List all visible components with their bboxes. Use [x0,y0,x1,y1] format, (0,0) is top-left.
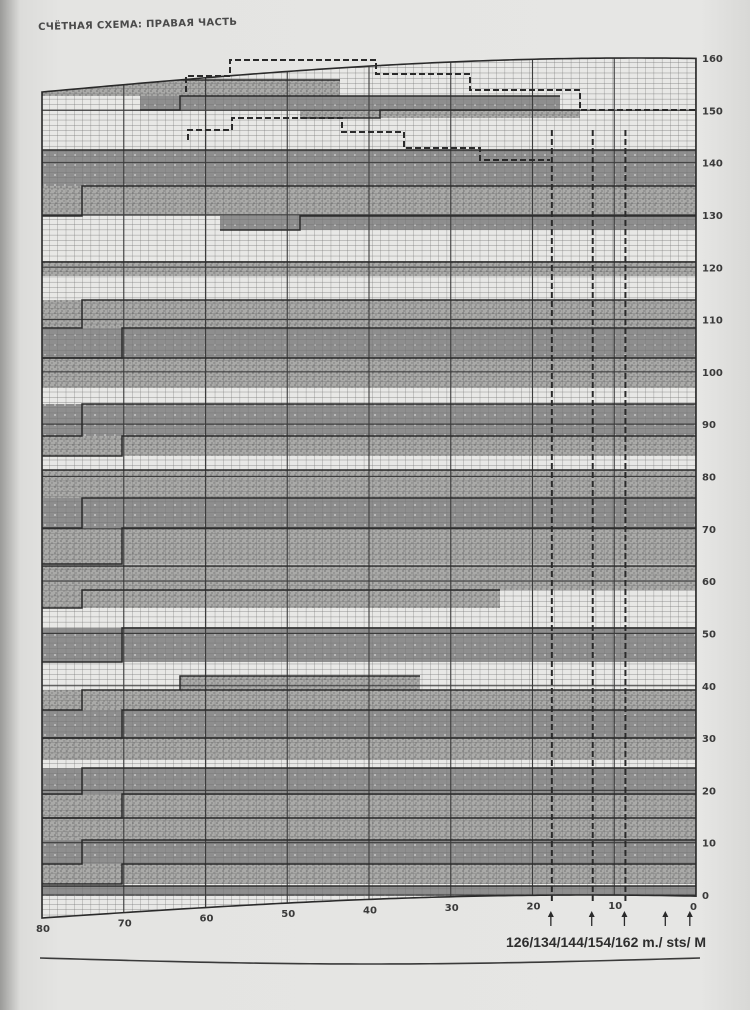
row-number: 150 [702,106,723,118]
column-number: 80 [36,924,50,935]
column-number: 60 [199,913,214,925]
size-arrow-head [662,911,668,917]
row-number: 120 [702,263,723,275]
size-marker-arrows [548,911,693,926]
column-number: 10 [608,901,623,913]
row-number: 70 [702,524,716,536]
row-number-labels [702,54,723,902]
row-number: 100 [702,367,723,379]
column-number: 50 [281,909,296,921]
column-number: 20 [526,901,541,913]
row-number: 60 [702,577,716,589]
row-number: 140 [702,158,723,170]
row-number: 80 [702,472,716,484]
size-arrow-head [589,911,595,917]
column-number: 40 [363,905,377,917]
row-number: 50 [702,629,716,641]
row-number: 20 [702,786,716,798]
row-number: 40 [702,681,716,693]
row-number: 160 [702,54,723,65]
row-number: 0 [702,891,709,902]
row-number: 90 [702,420,716,432]
page-bottom-rule [40,958,700,964]
size-arrow-head [621,911,627,917]
size-label: 126/134/144/154/162 m./ sts/ M [506,934,707,950]
chart-title: СЧЁТНАЯ СХЕМА: ПРАВАЯ ЧАСТЬ [38,16,238,33]
row-number: 130 [702,210,723,222]
row-number: 110 [702,315,723,327]
chart-grid [42,40,696,940]
column-number: 70 [117,918,132,930]
row-number: 30 [702,734,716,746]
column-number: 0 [690,902,697,914]
column-number: 30 [444,902,459,914]
size-arrow-head [548,911,554,917]
row-number: 10 [702,838,716,850]
